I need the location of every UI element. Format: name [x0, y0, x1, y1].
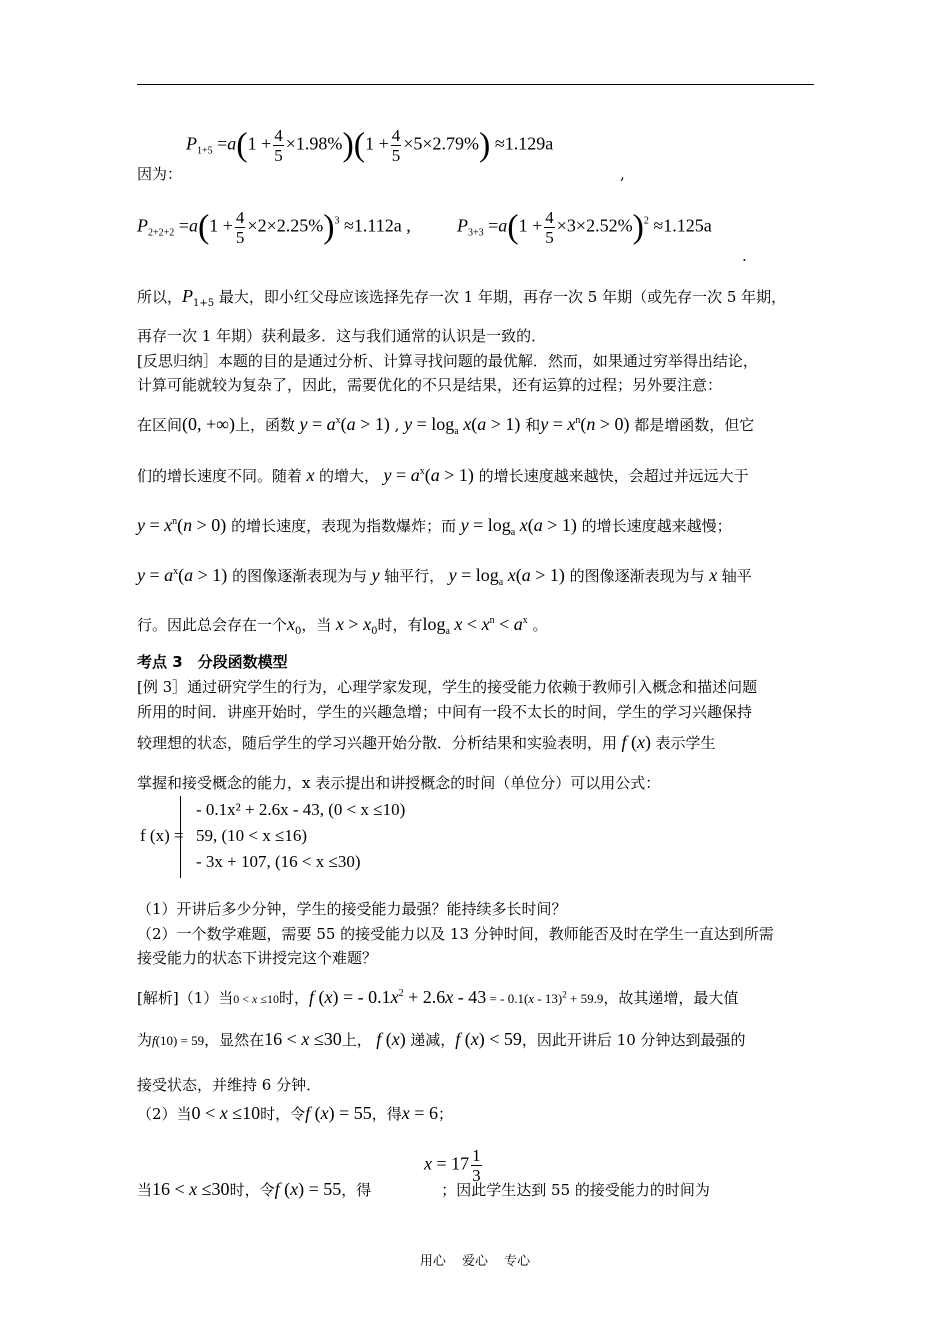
paragraph-line: 掌握和接受概念的能力，x 表示提出和讲授概念的时间（单位分）可以用公式：: [137, 774, 661, 792]
solution-line: 为f(10) = 59，显然在16 < x ≤30上， f (x) 递减，f (x) < 59，因此开讲后 10 分钟达到最强的: [137, 1029, 746, 1049]
paragraph-conclusion: 所以，$P_{1+5}$ 最大，即小红父母应该选择先存一次 1 年期，再存一次 5 年期（或先存一次 5 年期，: [137, 286, 787, 309]
question-2: （2）一个数学难题，需要 55 的接受能力以及 13 分钟时间，教师能否及时在学生一直达到所需: [137, 925, 774, 943]
section-heading: 考点 3 分段函数模型: [137, 653, 288, 671]
question-2-cont: 接受能力的状态下讲授完这个难题？: [137, 949, 378, 967]
equation-p2-2-2: $P_{2+2+2} =a(1$ + $\frac{4}{5}$ ×2×2.25%)$^3$ ≈1.112a ,: [137, 208, 411, 247]
solution-line: 当16 < x ≤30时，令f (x) = 55，得 ；因此学生达到 55 的接受能力的时间为: [137, 1179, 710, 1199]
paragraph-line: 计算可能就较为复杂了，因此，需要优化的不只是结果，还有运算的过程；另外要注意：: [137, 376, 723, 394]
solution-line: （2）当0 < x ≤10时，令f (x) = 55，得x = 6；: [137, 1103, 453, 1123]
equation-intro: 因为：: [137, 165, 183, 183]
solution-line: 接受状态，并维持 6 分钟．: [137, 1076, 322, 1094]
paragraph-line: 们的增长速度不同。随着 x 的增大， $y = a^x(a > 1)$ 的增长速度越来越快，会超过并远远大于: [137, 465, 749, 485]
paragraph-line: 在区间(0, +∞)上，函数 $y = a^x(a > 1)$ , $y = \log_a x(a > 1)$ 和$y = x^n(n > 0)$ 都是增函数，但它: [137, 414, 755, 437]
paragraph-line: 所用的时间．讲座开始时，学生的兴趣急增；中间有一段不太长的时间，学生的学习兴趣保持: [137, 703, 753, 721]
piecewise-lhs: f (x) =: [140, 826, 184, 845]
piecewise-case-1: - 0.1x² + 2.6x - 43, (0 < x ≤10): [196, 800, 406, 819]
paragraph-line: $y = a^x(a > 1)$ 的图像逐渐表现为与 y 轴平行， $y = \log_a x(a > 1)$ 的图像逐渐表现为与 x 轴平: [137, 565, 752, 588]
solution-line: [解析]（1）当0 < x ≤10时，f (x) = - $0.1x^2 + 2.6x - 43$ = - 0.1(x - 13)$^2$ + 59.9，故其递增，最大值: [137, 987, 739, 1007]
page-footer: 用心 爱心 专心: [419, 1254, 531, 1269]
paragraph-line: 再存一次 1 年期）获利最多．这与我们通常的认识是一致的．: [137, 327, 547, 345]
paragraph-line: $y = x^n(n > 0)$ 的增长速度，表现为指数爆炸；而 $y = \log_a x(a > 1)$ 的增长速度越来越慢；: [137, 515, 732, 538]
paragraph-line: 较理想的状态，随后学生的学习兴趣开始分散．分析结果和实验表明，用 f (x) 表示学生: [137, 732, 716, 752]
piecewise-case-3: - 3x + 107, (16 < x ≤30): [196, 852, 361, 871]
equation-end-comma: ,: [620, 165, 625, 183]
paragraph-line: [例 3］通过研究学生的行为，心理学家发现，学生的接受能力依赖于教师引入概念和描述问题: [137, 678, 758, 696]
fraction-answer: x = 17 $\frac{1}{3}$: [424, 1146, 481, 1185]
piecewise-brace: [180, 796, 193, 878]
paragraph-line: 行。因此总会存在一个$x_0$，当 $x > x_0$时，有$\log_a x < x^n < a^x$ 。: [137, 614, 548, 637]
equation2-end: .: [742, 247, 747, 265]
question-1: （1）开讲后多少分钟，学生的接受能力最强？能持续多长时间？: [137, 900, 567, 918]
equation-p3-3: $P_{3+3} =a(1$ + $\frac{4}{5}$ ×3×2.52%)$^2$ ≈1.125a: [457, 208, 712, 247]
equation-p1-5: $P_{1+5} =a(1$ + $\frac{4}{5}$ ×1.98%)(1 + $\frac{4}{5}$ ×5×2.79%) ≈1.129a: [186, 126, 554, 165]
piecewise-case-2: 59, (10 < x ≤16): [196, 826, 307, 845]
header-rule: [137, 84, 814, 85]
paragraph-line: [反思归纳］本题的目的是通过分析、计算寻找问题的最优解．然而，如果通过穷举得出结论，: [137, 352, 758, 370]
